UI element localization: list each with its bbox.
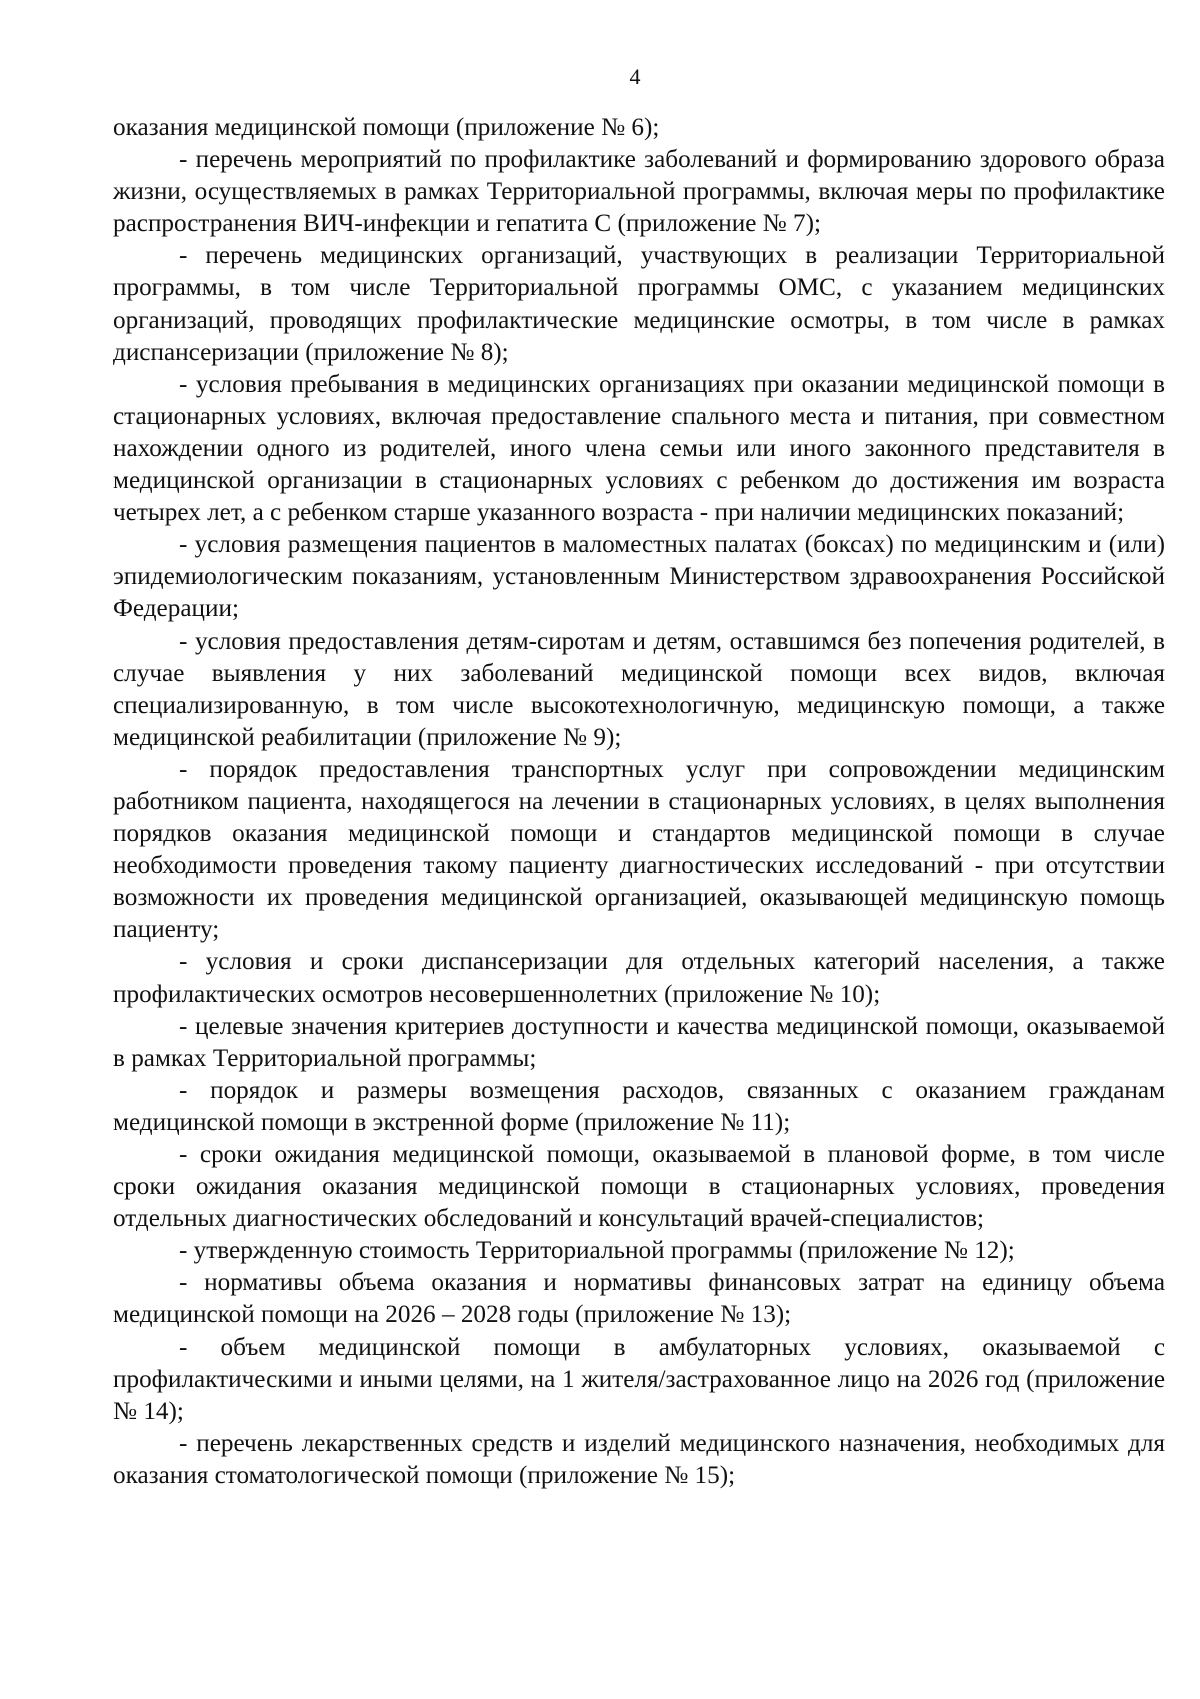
list-item-volume-standards: - нормативы объема оказания и нормативы финансовых затрат на единицу объема медицинской помощи на 2026 – 2028 годы (приложение № 13); [113,1269,1165,1329]
list-item-prevention-measures: - перечень мероприятий по профилактике заболеваний и формированию здорового образа жизни, осуществляемых в рамках Территориальной программы, включая меры по профилактике распространения ВИЧ-инфекции и гепатита С (приложение № 7); [113,146,1165,238]
list-item-transport-services: - порядок предоставления транспортных услуг при сопровождении медицинским работником пациента, находящегося на лечении в стационарных условиях, в целях выполнения порядков оказания медицинской помощи и стандартов медицинской помощи в случае необходимости проведения такому пациенту диагностических исследований - при отсутствии возможности их проведения медицинской организацией, оказывающей медицинскую помощь пациенту; [113,755,1165,944]
list-item-program-cost: - утвержденную стоимость Территориальной программы (приложение № 12); [179,1237,1015,1265]
document-body [113,112,1165,1492]
list-item-waiting-times: - сроки ожидания медицинской помощи, оказываемой в плановой форме, в том числе сроки ожидания оказания медицинской помощи в стационарных условиях, проведения отдельных диагностических обследований и консультаций врачей-специалистов; [113,1141,1165,1233]
paragraph-continuation: оказания медицинской помощи (приложение № 6); [113,114,660,141]
list-item-orphans-care: - условия предоставления детям-сиротам и детям, оставшимся без попечения родителей, в случае выявления у них заболеваний медицинской помощи всех видов, включая специализированную, в том числе высокотехнологичную, медицинскую помощи, а также медицинской реабилитации (приложение № 9); [113,627,1165,751]
list-item-medical-organizations: - перечень медицинских организаций, участвующих в реализации Территориальной программы, в том числе Территориальной программы ОМС, с указанием медицинских организаций, проводящих профилактические медицинские осмотры, в том числе в рамках диспансеризации (приложение № 8); [113,242,1165,366]
list-item-dispensary-terms: - условия и сроки диспансеризации для отдельных категорий населения, а также профилактических осмотров несовершеннолетних (приложение № 10); [113,948,1165,1008]
list-item-small-wards-placement: - условия размещения пациентов в маломестных палатах (боксах) по медицинским и (или) эпидемиологическим показаниям, установленным Министерством здравоохранения Российской Федерации; [113,531,1165,623]
list-item-dental-supplies: - перечень лекарственных средств и изделий медицинского назначения, необходимых для оказания стоматологической помощи (приложение № 15); [113,1429,1165,1489]
list-item-inpatient-stay-conditions: - условия пребывания в медицинских организациях при оказании медицинской помощи в стационарных условиях, включая предоставление спального места и питания, при совместном нахождении одного из родителей, иного члена семьи или иного законного представителя в медицинской организации в стационарных условиях с ребенком до достижения им возраста четырех лет, а с ребенком старше указанного возраста - при наличии медицинских показаний; [113,370,1165,527]
list-item-quality-criteria: - целевые значения критериев доступности и качества медицинской помощи, оказываемой в рамках Территориальной программы; [113,1012,1165,1072]
page-number: 4 [629,64,641,89]
list-item-emergency-reimbursement: - порядок и размеры возмещения расходов, связанных с оказанием гражданам медицинской помощи в экстренной форме (приложение № 11); [113,1076,1165,1136]
list-item-outpatient-volume: - объем медицинской помощи в амбулаторных условиях, оказываемой с профилактическими и иными целями, на 1 жителя/застрахованное лицо на 2026 год (приложение № 14); [113,1333,1165,1425]
